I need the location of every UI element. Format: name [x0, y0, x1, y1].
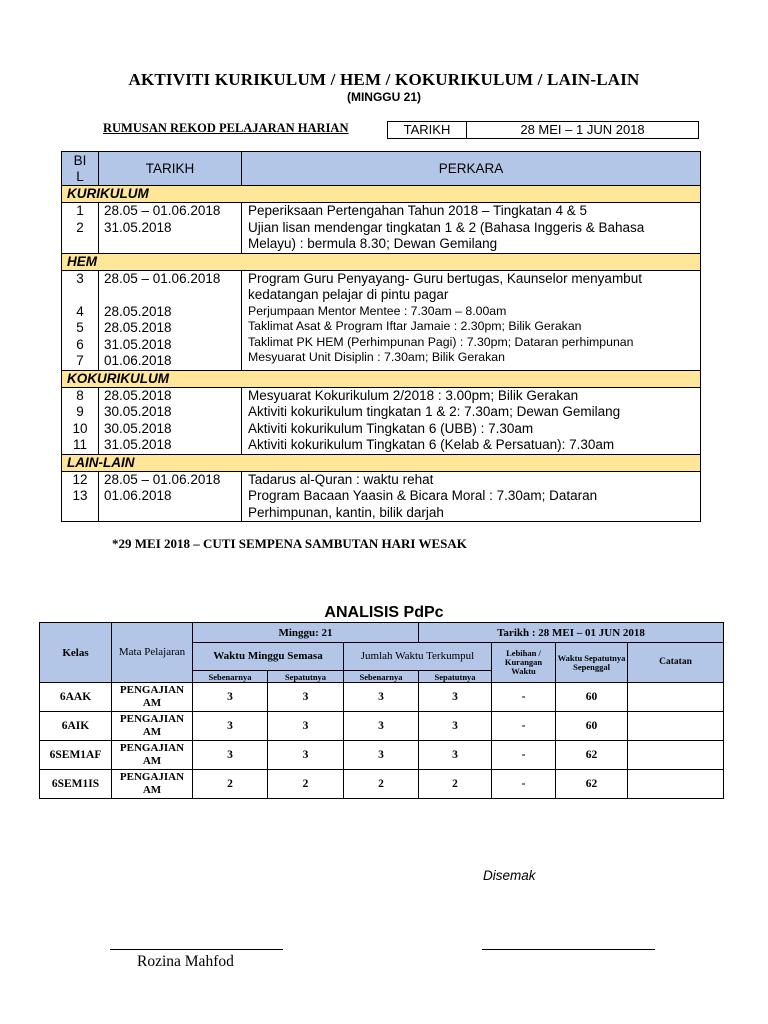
bil-cell: 8 9 10 11	[62, 387, 99, 454]
tarikh-cell: 28.05 – 01.06.2018 31.05.2018	[99, 203, 242, 254]
sepenggal-cell: 62	[556, 741, 628, 770]
sepatutnya-terkumpul-cell: 2	[419, 770, 492, 799]
section-rows-kokurikulum	[62, 387, 701, 454]
sebenarnya-terkumpul-cell: 3	[344, 741, 419, 770]
signature-line-left	[110, 949, 283, 950]
document-title: AKTIVITI KURIKULUM / HEM / KOKURIKULUM / LAIN-LAIN	[128, 70, 640, 89]
section-kurikulum: KURIKULUM	[62, 186, 701, 203]
section-hem: HEM	[62, 253, 701, 270]
sepatutnya-cell: 3	[268, 683, 344, 712]
perkara-cell: Program Guru Penyayang- Guru bertugas, Kaunselor menyambut kedatangan pelajar di pintu pagar Perjumpaan Mentor Mentee : 7.30am – 8.00am Taklimat Asat & Program Iftar Jamaie : 2.30pm; Bilik Gerakan Taklimat PK HEM (Perhimpunan Pagi) : 7.30pm; Dataran perhimpunan Mesyuarat Unit Disiplin : 7.30am; Bilik Gerakan	[242, 270, 701, 370]
catatan-cell	[628, 712, 724, 741]
col-sebenarnya-2: Sebenarnya	[344, 671, 419, 683]
sepenggal-cell: 62	[556, 770, 628, 799]
analisis-header-row-1	[40, 623, 724, 643]
catatan-cell	[628, 741, 724, 770]
table-row	[40, 683, 724, 712]
section-rows-lainlain	[62, 471, 701, 522]
section-lainlain: LAIN-LAIN	[62, 454, 701, 471]
table-row	[40, 770, 724, 799]
sebenarnya-cell: 3	[193, 712, 268, 741]
col-bil: BIL	[62, 152, 99, 186]
catatan-cell	[628, 683, 724, 712]
mata-cell: PENGAJIAN AM	[112, 712, 193, 741]
col-tarikh-range: Tarikh : 28 MEI – 01 JUN 2018	[419, 623, 724, 643]
col-kelas: Kelas	[40, 623, 112, 683]
sepenggal-cell: 60	[556, 683, 628, 712]
sepenggal-cell: 60	[556, 712, 628, 741]
activity-table	[61, 151, 701, 522]
sepatutnya-terkumpul-cell: 3	[419, 712, 492, 741]
perkara-cell: Peperiksaan Pertengahan Tahun 2018 – Tingkatan 4 & 5 Ujian lisan mendengar tingkatan 1 & 2 (Bahasa Inggeris & Bahasa Melayu) : bermula 8.30; Dewan Gemilang	[242, 203, 701, 254]
signer-name: Rozina Mahfod	[137, 953, 234, 970]
sebenarnya-terkumpul-cell: 3	[344, 712, 419, 741]
mata-cell: PENGAJIAN AM	[112, 741, 193, 770]
kelas-cell: 6AAK	[40, 683, 112, 712]
lebihan-cell: -	[492, 770, 556, 799]
date-box-label: TARIKH	[388, 122, 467, 138]
activity-table-header	[62, 152, 701, 186]
catatan-cell	[628, 770, 724, 799]
sepatutnya-terkumpul-cell: 3	[419, 683, 492, 712]
col-catatan: Catatan	[628, 643, 724, 683]
kelas-cell: 6SEM1AF	[40, 741, 112, 770]
col-perkara: PERKARA	[242, 152, 701, 186]
perkara-cell: Mesyuarat Kokurikulum 2/2018 : 3.00pm; Bilik Gerakan Aktiviti kokurikulum tingkatan 1 & 2: 7.30am; Dewan Gemilang Aktiviti kokurikulum Tingkatan 6 (UBB) : 7.30am Aktiviti kokurikulum Tingkatan 6 (Kelab & Persatuan): 7.30am	[242, 387, 701, 454]
section-kokurikulum: KOKURIKULUM	[62, 370, 701, 387]
week-label: (MINGGU 21)	[346, 90, 421, 104]
analisis-title: ANALISIS PdPc	[324, 604, 444, 621]
col-lebihan: Lebihan / Kurangan Waktu	[492, 643, 556, 683]
bil-cell: 12 13	[62, 471, 99, 522]
col-mata-pelajaran: Mata Pelajaran	[112, 623, 193, 683]
sebenarnya-cell: 2	[193, 770, 268, 799]
table-row	[40, 741, 724, 770]
signature-line-right	[482, 949, 655, 950]
section-rows-kurikulum	[62, 203, 701, 254]
sebenarnya-cell: 3	[193, 683, 268, 712]
col-sepatutnya-2: Sepatutnya	[419, 671, 492, 683]
sebenarnya-terkumpul-cell: 2	[344, 770, 419, 799]
lebihan-cell: -	[492, 741, 556, 770]
col-minggu: Minggu: 21	[193, 623, 419, 643]
bil-cell: 1 2	[62, 203, 99, 254]
tarikh-cell: 28.05 – 01.06.2018 01.06.2018	[99, 471, 242, 522]
sepatutnya-terkumpul-cell: 3	[419, 741, 492, 770]
lebihan-cell: -	[492, 712, 556, 741]
kelas-cell: 6SEM1IS	[40, 770, 112, 799]
col-tarikh: TARIKH	[99, 152, 242, 186]
sepatutnya-cell: 3	[268, 741, 344, 770]
section-rows-hem	[62, 270, 701, 370]
disemak-label: Disemak	[483, 868, 536, 883]
bil-cell: 3 4 5 6 7	[62, 270, 99, 370]
sebenarnya-cell: 3	[193, 741, 268, 770]
perkara-cell: Tadarus al-Quran : waktu rehat Program Bacaan Yaasin & Bicara Moral : 7.30am; Dataran Perhimpunan, kantin, bilik darjah	[242, 471, 701, 522]
mata-cell: PENGAJIAN AM	[112, 683, 193, 712]
rumusan-heading: RUMUSAN REKOD PELAJARAN HARIAN	[103, 121, 349, 135]
date-box-value: 28 MEI – 1 JUN 2018	[520, 122, 645, 137]
mata-cell: PENGAJIAN AM	[112, 770, 193, 799]
kelas-cell: 6AIK	[40, 712, 112, 741]
tarikh-cell: 28.05 – 01.06.2018 28.05.2018 28.05.2018 31.05.2018 01.06.2018	[99, 270, 242, 370]
holiday-note: *29 MEI 2018 – CUTI SEMPENA SAMBUTAN HARI WESAK	[112, 536, 467, 551]
sepatutnya-cell: 2	[268, 770, 344, 799]
analisis-table	[39, 622, 724, 799]
sepatutnya-cell: 3	[268, 712, 344, 741]
lebihan-cell: -	[492, 683, 556, 712]
col-sepatutnya-1: Sepatutnya	[268, 671, 344, 683]
sebenarnya-terkumpul-cell: 3	[344, 683, 419, 712]
table-row	[40, 712, 724, 741]
tarikh-cell: 28.05.2018 30.05.2018 30.05.2018 31.05.2018	[99, 387, 242, 454]
col-sebenarnya-1: Sebenarnya	[193, 671, 268, 683]
date-box	[387, 121, 699, 139]
col-waktu-semasa: Waktu Minggu Semasa	[193, 643, 344, 671]
col-waktu-sepatutnya: Waktu Sepatutnya Sepenggal	[556, 643, 628, 683]
col-jumlah-waktu: Jumlah Waktu Terkumpul	[344, 643, 492, 671]
